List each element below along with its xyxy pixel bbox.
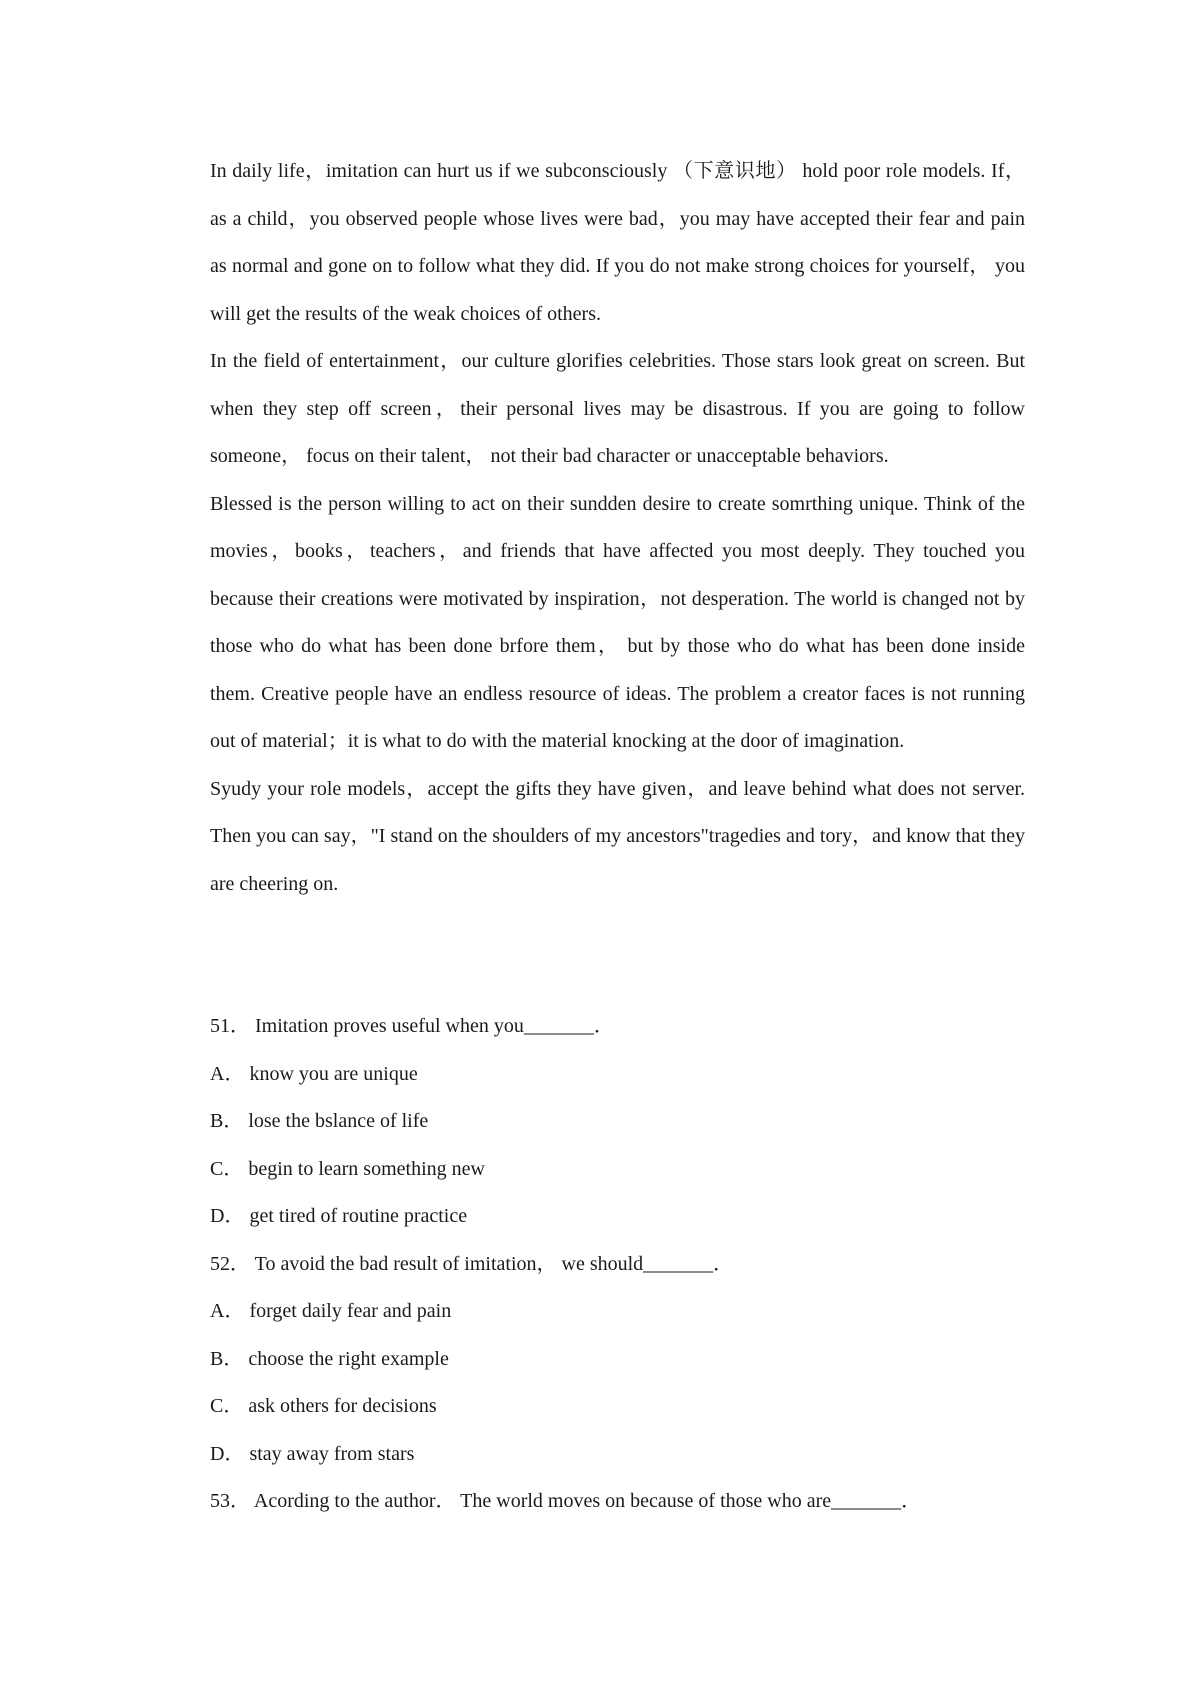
question-stem: 52． To avoid the bad result of imitation， we should_______． — [210, 1252, 734, 1275]
section-spacer — [210, 908, 1025, 1003]
passage-paragraph-1: In daily life，imitation can hurt us if we subconsciously （下意识地） hold poor role models. If，as a child，you observed people whose lives were bad，you may have accepted their fear and pain as normal and gone on to follow what they did. If you do not make strong choices for yourself， you will get the results of the weak choices of others. — [210, 160, 1025, 325]
passage-paragraph-3: Blessed is the person willing to act on their sundden desire to create somrthing unique. Think of the movies，books，teachers，and friends that have affected you most deeply. They touched you because their creations were motivated by inspiration，not desperation. The world is changed not by those who do what has been done brfore them， but by those who do what has been done inside them. Creative people have an endless resource of ideas. The problem a creator faces is not running out of material；it is what to do with the material knocking at the door of imagination. — [210, 492, 1025, 752]
option-a: A． forget daily fear and pain — [210, 1300, 452, 1322]
question-53 — [210, 1478, 1025, 1526]
passage-paragraph-4: Syudy your role models，accept the gifts they have given，and leave behind what does not server. Then you can say，"I stand on the shoulders of my ancestors"tragedies and tory，and know that they are cheering on. — [210, 777, 1025, 895]
document-page — [210, 148, 1025, 1526]
option-d: D． stay away from stars — [210, 1442, 415, 1465]
reading-passage — [210, 148, 1025, 908]
option-b: B． lose the bslance of life — [210, 1110, 429, 1132]
passage-paragraph-2: In the field of entertainment，our culture glorifies celebrities. Those stars look great on screen. But when they step off screen，their personal lives may be disastrous. If you are going to follow someone， focus on their talent， not their bad character or unacceptable behaviors. — [210, 350, 1025, 467]
question-52 — [210, 1241, 1025, 1479]
option-b: B． choose the right example — [210, 1347, 449, 1370]
option-d: D． get tired of routine practice — [210, 1205, 468, 1227]
question-list — [210, 1003, 1025, 1526]
question-51 — [210, 1003, 1025, 1241]
option-a: A． know you are unique — [210, 1062, 418, 1085]
question-stem: 51． Imitation proves useful when you_______． — [210, 1015, 614, 1037]
option-c: C． ask others for decisions — [210, 1395, 437, 1417]
option-c: C． begin to learn something new — [210, 1157, 485, 1180]
question-stem: 53． Acording to the author． The world moves on because of those who are_______． — [210, 1490, 922, 1512]
